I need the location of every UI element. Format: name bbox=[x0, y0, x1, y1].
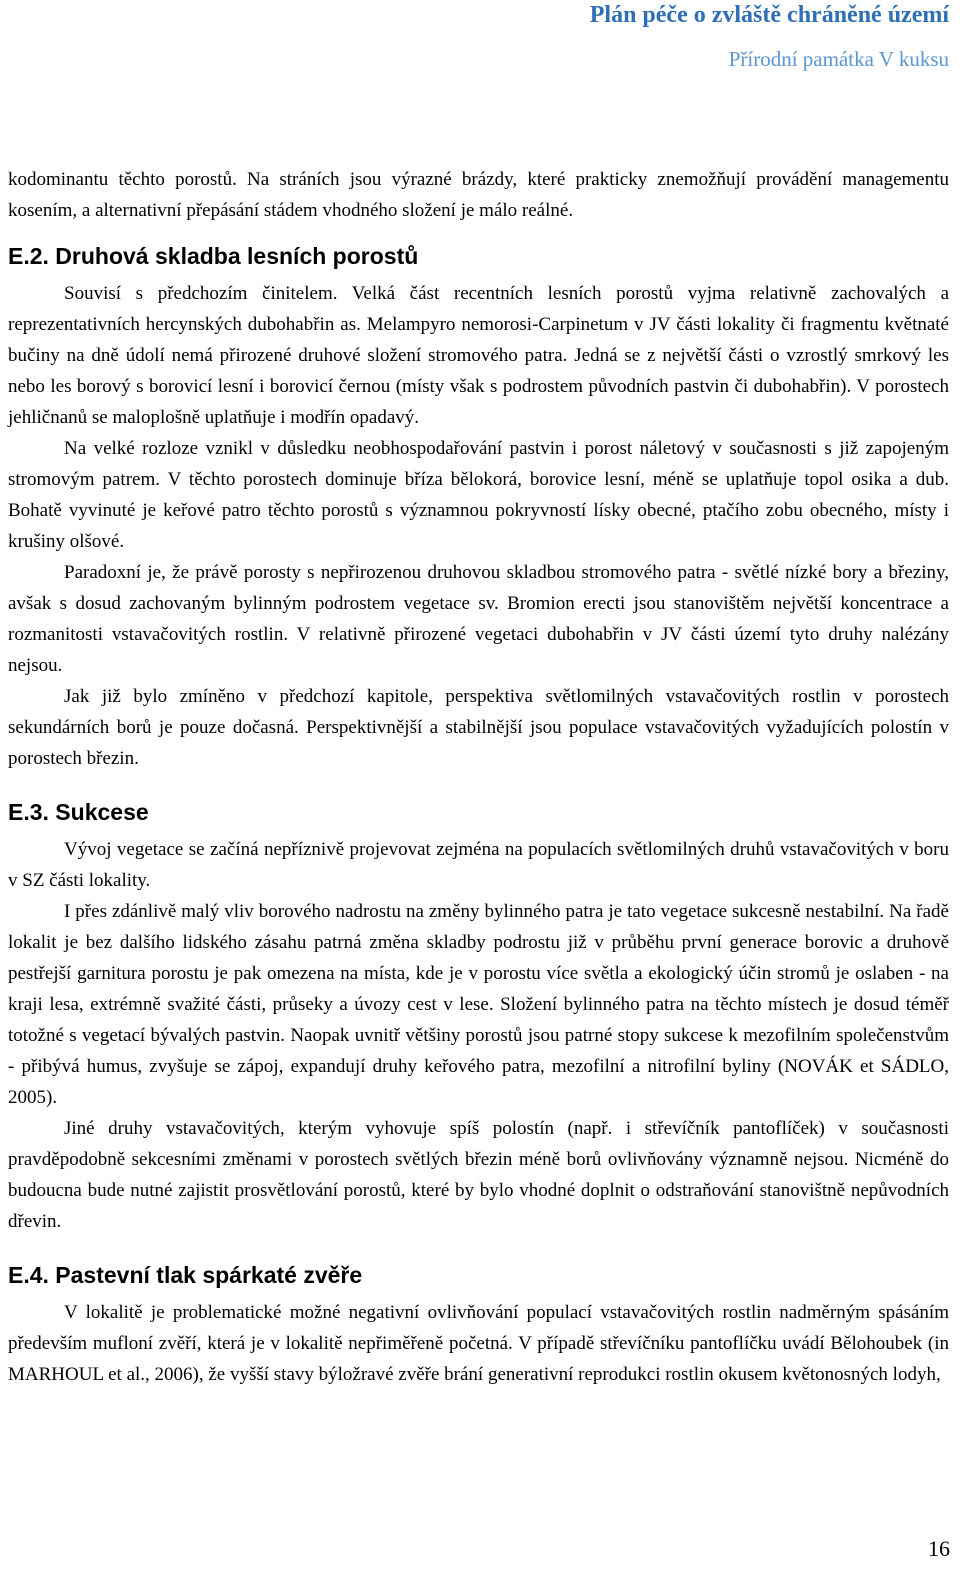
page-number: 16 bbox=[928, 1536, 950, 1561]
paragraph: Vývoj vegetace se začíná nepříznivě projevovat zejména na populacích světlomilných druhů vstavačovitých v boru v SZ části lokality. bbox=[8, 839, 949, 891]
paragraph-continuation: kodominantu těchto porostů. Na stráních jsou výrazné brázdy, které prakticky znemožňují provádění managementu kosením, a alternativní přepásání stádem vhodného složení je málo reálné. bbox=[8, 169, 949, 221]
section-heading-e3: E.3. Sukcese bbox=[8, 799, 149, 825]
page-header bbox=[590, 0, 949, 72]
paragraph: Jiné druhy vstavačovitých, kterým vyhovuje spíš polostín (např. i střevíčník pantoflíček) v současnosti pravděpodobně sekcesními změnami v porostech světlých březin méně borů ovlivňovány významně nejsou. Nicméně do budoucna bude nutné zajistit prosvětlování porostů, které by bylo vhodné doplnit o odstraňování stanovištně nepůvodních dřevin. bbox=[8, 1118, 949, 1232]
section-heading-e2: E.2. Druhová skladba lesních porostů bbox=[8, 243, 419, 269]
section-heading-e4: E.4. Pastevní tlak spárkaté zvěře bbox=[8, 1262, 363, 1288]
paragraph: Paradoxní je, že právě porosty s nepřirozenou druhovou skladbou stromového patra - světlé nízké bory a březiny, avšak s dosud zachovaným bylinným podrostem vegetace sv. Bromion erecti jsou stanovištěm největší koncentrace a rozmanitosti vstavačovitých rostlin. V relativně přirozené vegetaci dubohabřin v JV části území tyto druhy nalézány nejsou. bbox=[8, 562, 949, 676]
paragraph: I přes zdánlivě malý vliv borového nadrostu na změny bylinného patra je tato vegetace sukcesně nestabilní. Na řadě lokalit je bez dalšího lidského zásahu patrná změna skladby podrostu již v průběhu první generace borovic a druhově pestřejší garnitura porostu je pak omezena na místa, kde je v porostu více světla a ekologický účin stromů je oslaben - na kraji lesa, extrémně svažité části, průseky a úvozy cest v lese. Složení bylinného patra na těchto místech je dosud téměř totožné s vegetací bývalých pastvin. Naopak uvnitř většiny porostů jsou patrné stopy sukcese k mezofilním společenstvům - přibývá humus, zvyšuje se zápoj, expandují druhy keřového patra, mezofilní a nitrofilní byliny (NOVÁK et SÁDLO, 2005). bbox=[8, 901, 949, 1108]
paragraph: Jak již bylo zmíněno v předchozí kapitole, perspektiva světlomilných vstavačovitých rostlin v porostech sekundárních borů je pouze dočasná. Perspektivnější a stabilnější jsou populace vstavačovitých vyžadujících polostín v porostech březin. bbox=[8, 686, 949, 769]
document-title: Plán péče o zvláště chráněné území bbox=[589, 2, 949, 28]
paragraph: Souvisí s předchozím činitelem. Velká část recentních lesních porostů vyjma relativně zachovalých a reprezentativních hercynských dubohabřin as. Melampyro nemorosi-Carpinetum v JV části lokality či fragmentu květnaté bučiny na dně údolí nemá přirozené druhové složení stromového patra. Jedná se z největší části o vzrostlý smrkový les nebo les borový s borovicí lesní i borovicí černou (místy však s podrostem původních pastvin či dubohabřin). V porostech jehličnanů se maloplošně uplatňuje i modřín opadavý. bbox=[8, 283, 949, 428]
paragraph: V lokalitě je problematické možné negativní ovlivňování populací vstavačovitých rostlin nadměrným spásáním především mufloní zvěří, která je v lokalitě nepřiměřeně početná. V případě střevíčníku pantoflíčku uvádí Bělohoubek (in MARHOUL et al., 2006), že vyšší stavy býložravé zvěře brání generativní reprodukci rostlin okusem květonosných lodyh, bbox=[8, 1302, 949, 1385]
paragraph: Na velké rozloze vznikl v důsledku neobhospodařování pastvin i porost náletový v současnosti s již zapojeným stromovým patrem. V těchto porostech dominuje bříza bělokorá, borovice lesní, méně se uplatňuje topol osika a dub. Bohatě vyvinuté je keřové patro těchto porostů s významnou pokryvností lísky obecné, ptačího zobu obecného, místy i krušiny olšové. bbox=[8, 438, 949, 552]
document-subtitle: Přírodní památka V kuksu bbox=[728, 47, 949, 71]
document-body bbox=[8, 164, 949, 1390]
